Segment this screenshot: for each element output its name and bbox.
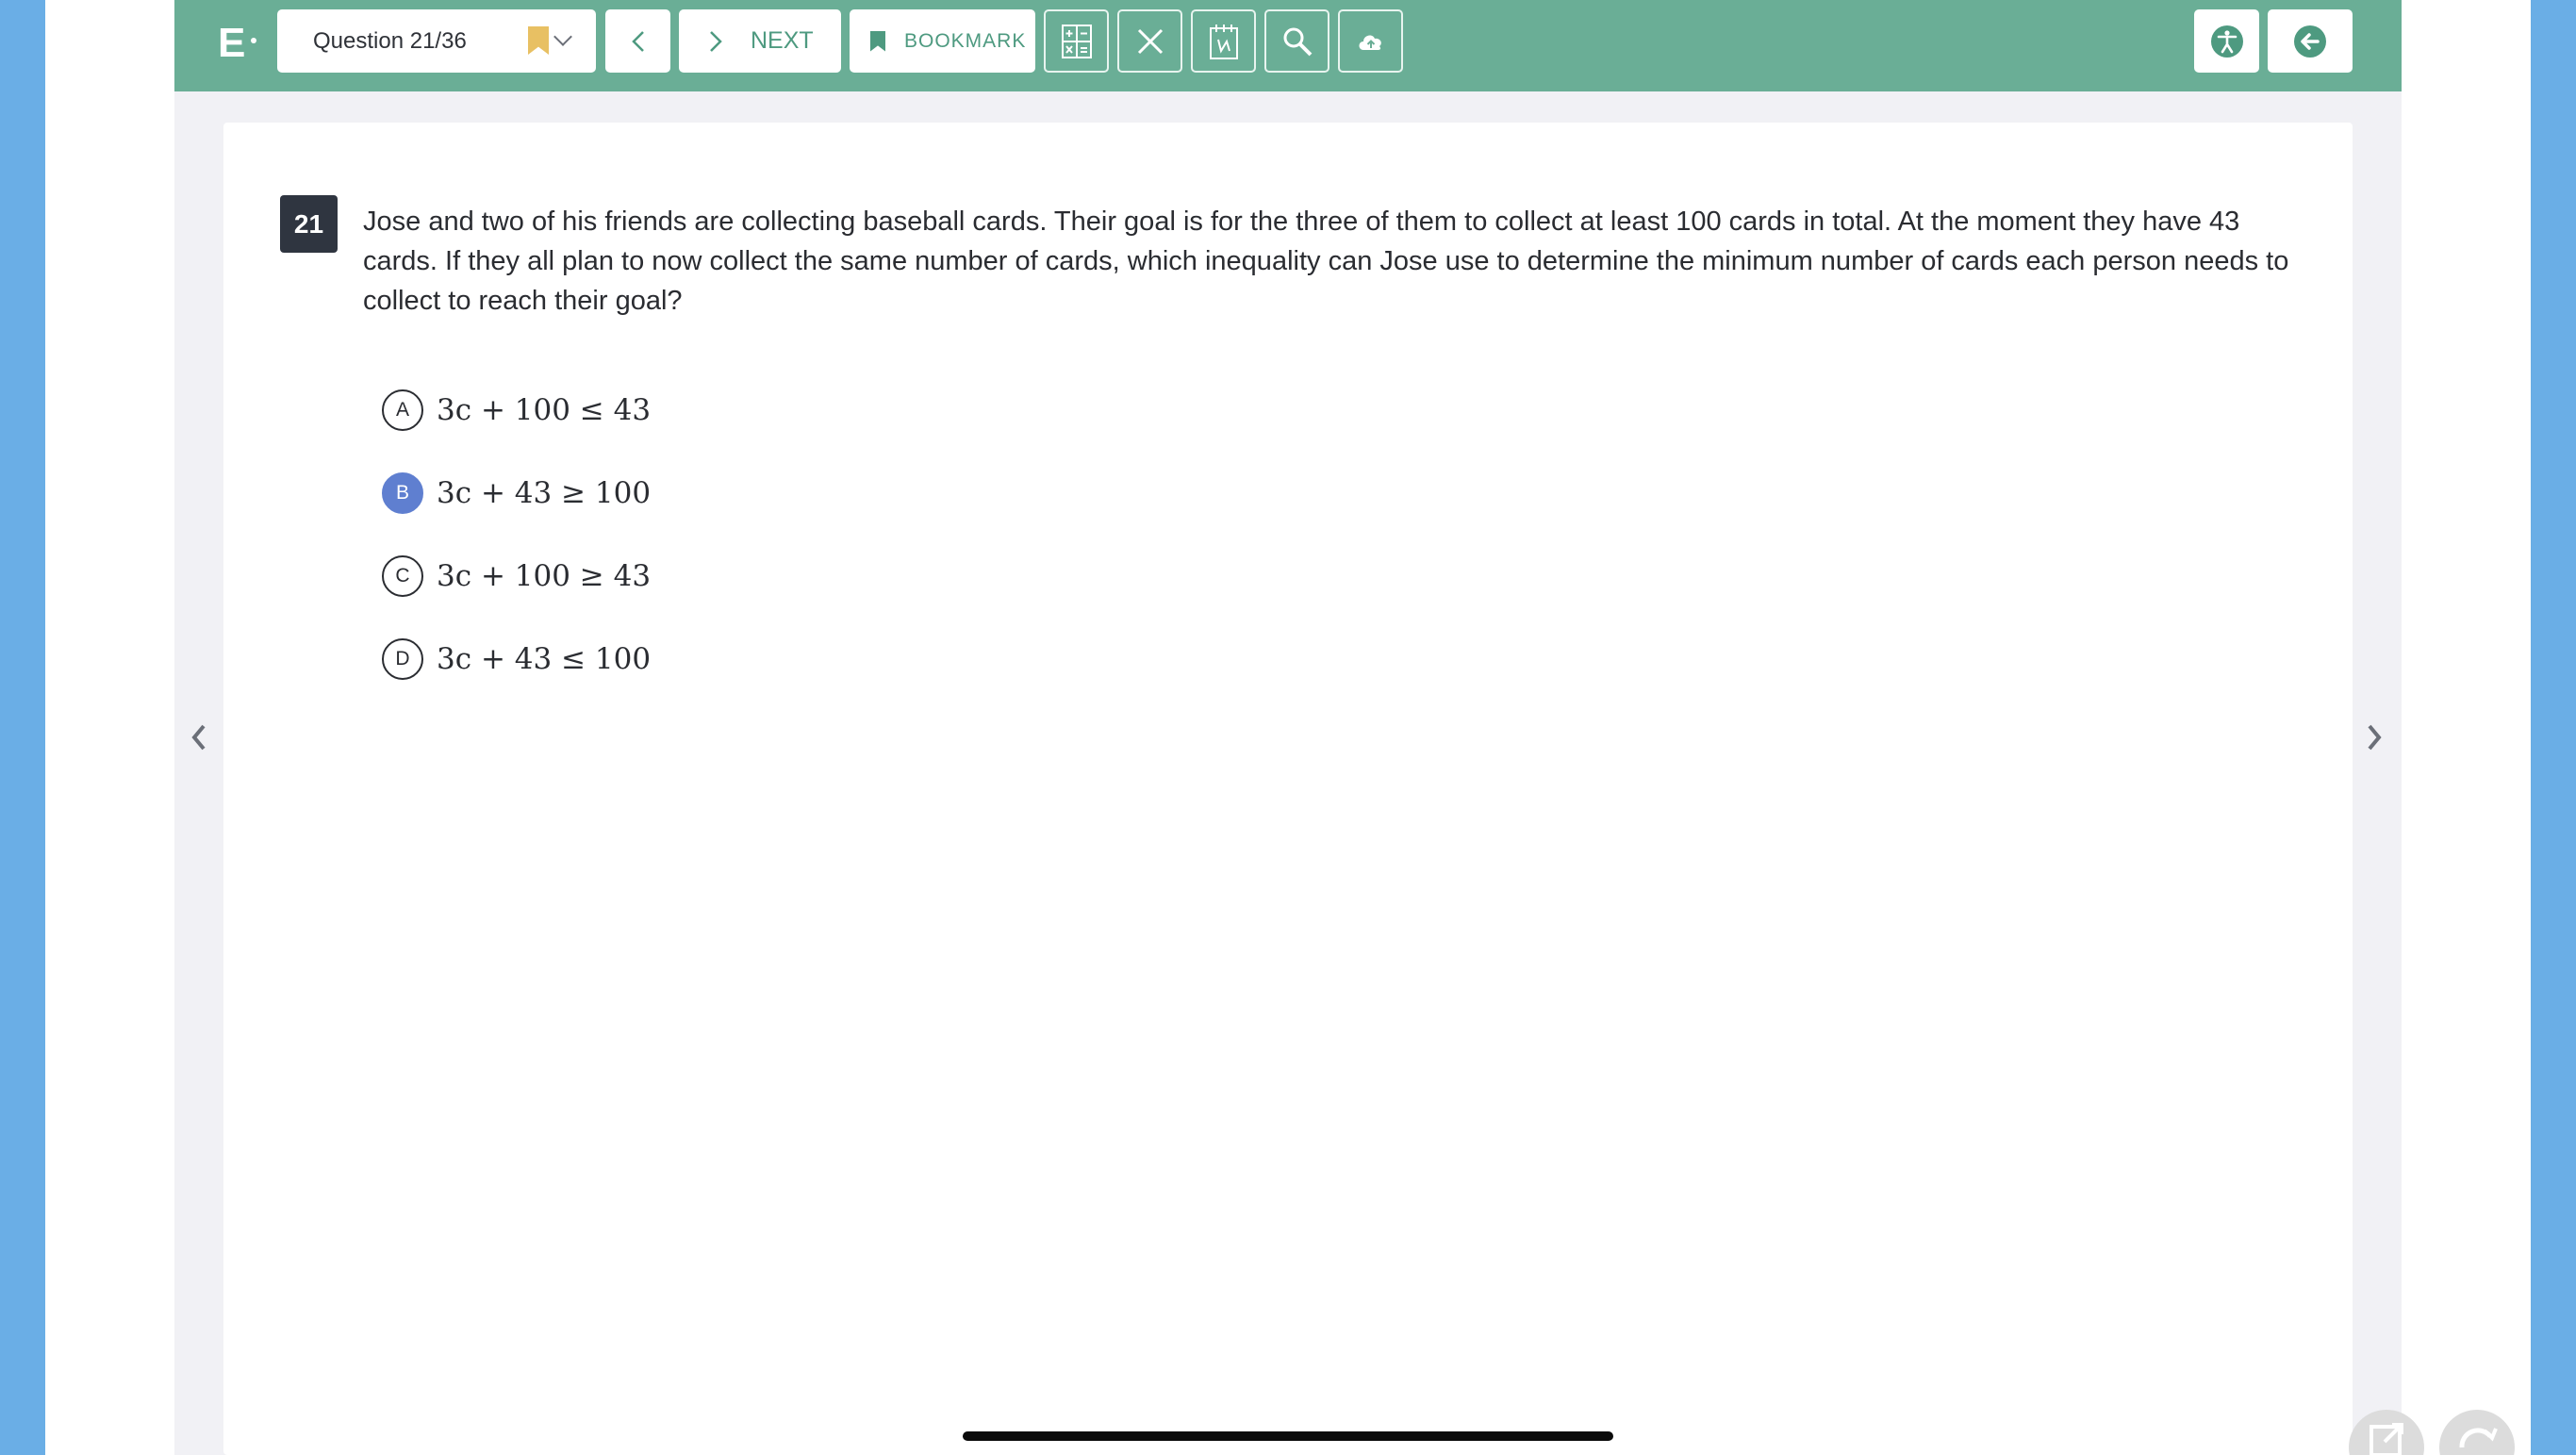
save-button[interactable] — [1338, 9, 1403, 73]
logo-dot — [251, 38, 256, 43]
refresh-button[interactable] — [2439, 1410, 2515, 1455]
question-selector-label: Question 21/36 — [313, 27, 467, 54]
exit-icon — [2293, 25, 2327, 58]
exit-button[interactable] — [2268, 9, 2353, 73]
previous-page-arrow[interactable] — [186, 720, 212, 754]
choice-text-d: 3c + 43 ≤ 100 — [437, 642, 652, 676]
bookmark-icon — [870, 31, 885, 52]
question-number-badge: 21 — [280, 195, 338, 253]
choice-text-c: 3c + 100 ≥ 43 — [437, 559, 652, 593]
app-logo: E — [218, 20, 246, 66]
bookmark-button[interactable] — [850, 9, 1035, 73]
accessibility-button[interactable] — [2194, 9, 2259, 73]
answer-choice-b[interactable] — [382, 471, 651, 515]
chevron-left-icon — [629, 29, 648, 54]
next-label: NEXT — [751, 27, 814, 54]
answer-choice-a[interactable] — [382, 389, 651, 432]
calculator-button[interactable] — [1044, 9, 1109, 73]
refresh-icon — [2439, 1410, 2515, 1455]
left-edge-bar — [0, 0, 45, 1455]
answer-choice-d[interactable] — [382, 637, 651, 681]
bookmark-label: BOOKMARK — [904, 29, 1027, 52]
accessibility-icon — [2210, 25, 2244, 58]
top-toolbar — [174, 0, 2402, 91]
choice-letter-d: D — [382, 638, 423, 680]
choice-letter-c: C — [382, 555, 423, 597]
choice-text-a: 3c + 100 ≤ 43 — [437, 393, 652, 427]
question-card — [223, 123, 2353, 1455]
answer-choice-c[interactable] — [382, 554, 651, 598]
notepad-button[interactable] — [1191, 9, 1256, 73]
chevron-right-icon — [707, 29, 724, 54]
question-text: Jose and two of his friends are collecting baseball cards. Their goal is for the three of them to collect at least 100 cards in total. At the moment they have 43 cards. If they all plan to now collect the same number of cards, which inequality can Jose use to determine the minimum number of cards each person needs to collect to reach their goal? — [363, 207, 2289, 316]
calculator-grid-icon — [1061, 24, 1093, 59]
choice-text-b: 3c + 43 ≥ 100 — [437, 476, 652, 510]
zoom-button[interactable] — [1264, 9, 1329, 73]
choice-letter-b: B — [382, 472, 423, 514]
eliminate-button[interactable] — [1117, 9, 1182, 73]
cloud-upload-icon — [1357, 31, 1385, 52]
chevron-left-icon — [190, 722, 208, 752]
next-page-arrow[interactable] — [2361, 720, 2387, 754]
next-button[interactable] — [679, 9, 841, 73]
bookmark-flag-icon — [528, 26, 549, 55]
question-selector[interactable] — [277, 9, 596, 73]
external-link-icon — [2349, 1410, 2424, 1455]
chevron-down-icon — [553, 27, 572, 46]
popout-button[interactable] — [2349, 1410, 2424, 1455]
previous-button[interactable] — [605, 9, 670, 73]
home-indicator — [963, 1431, 1613, 1441]
chevron-right-icon — [2365, 722, 2384, 752]
close-icon — [1135, 26, 1165, 57]
choice-letter-a: A — [382, 389, 423, 431]
notepad-icon — [1208, 23, 1240, 60]
test-app — [174, 0, 2402, 1455]
magnifier-icon — [1281, 25, 1313, 58]
right-edge-bar — [2531, 0, 2576, 1455]
